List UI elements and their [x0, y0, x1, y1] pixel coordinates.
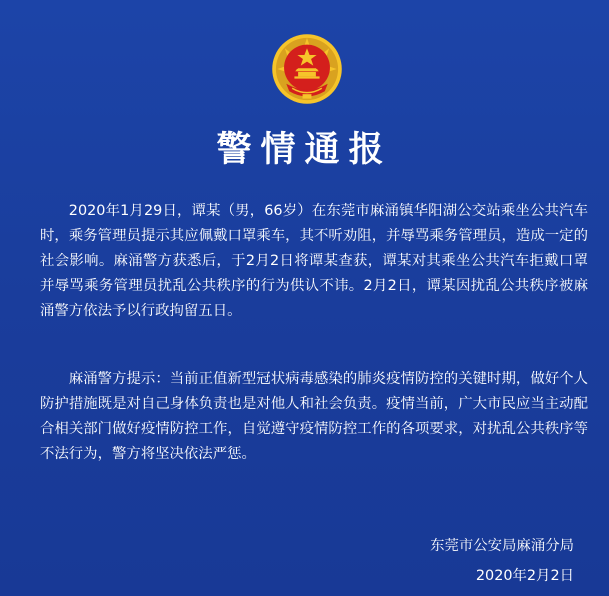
page-title: 警情通报: [216, 130, 393, 170]
notice-paragraph-1: 2020年1月29日，谭某（男，66岁）在东莞市麻涌镇华阳湖公交站乘坐公共汽车时，乘务管理员提示其应佩戴口罩乘车，其不听劝阻，并辱骂乘务管理员，造成一定的社会影响。麻涌警方获悉后，于2月2日将谭某查获，谭某对其乘坐公共汽车拒戴口罩并辱骂乘务管理员扰乱公共秩序的行为供认不讳。2月2日，谭某因扰乱公共秩序被麻涌警方依法予以行政拘留五日。: [40, 203, 588, 319]
signature-org: 东莞市公安局麻涌分局: [430, 538, 574, 554]
police-emblem-icon: [270, 32, 344, 106]
signature-date: 2020年2月2日: [475, 568, 574, 584]
notice-paragraph-2: 麻涌警方提示：当前正值新型冠状病毒感染的肺炎疫情防控的关键时期，做好个人防护措施既是对自己身体负责也是对他人和社会负责。疫情当前，广大市民应当主动配合相关部门做好疫情防控工作，自觉遵守疫情防控工作的各项要求，对扰乱公共秩序等不法行为，警方将坚决依法严惩。: [40, 371, 588, 462]
